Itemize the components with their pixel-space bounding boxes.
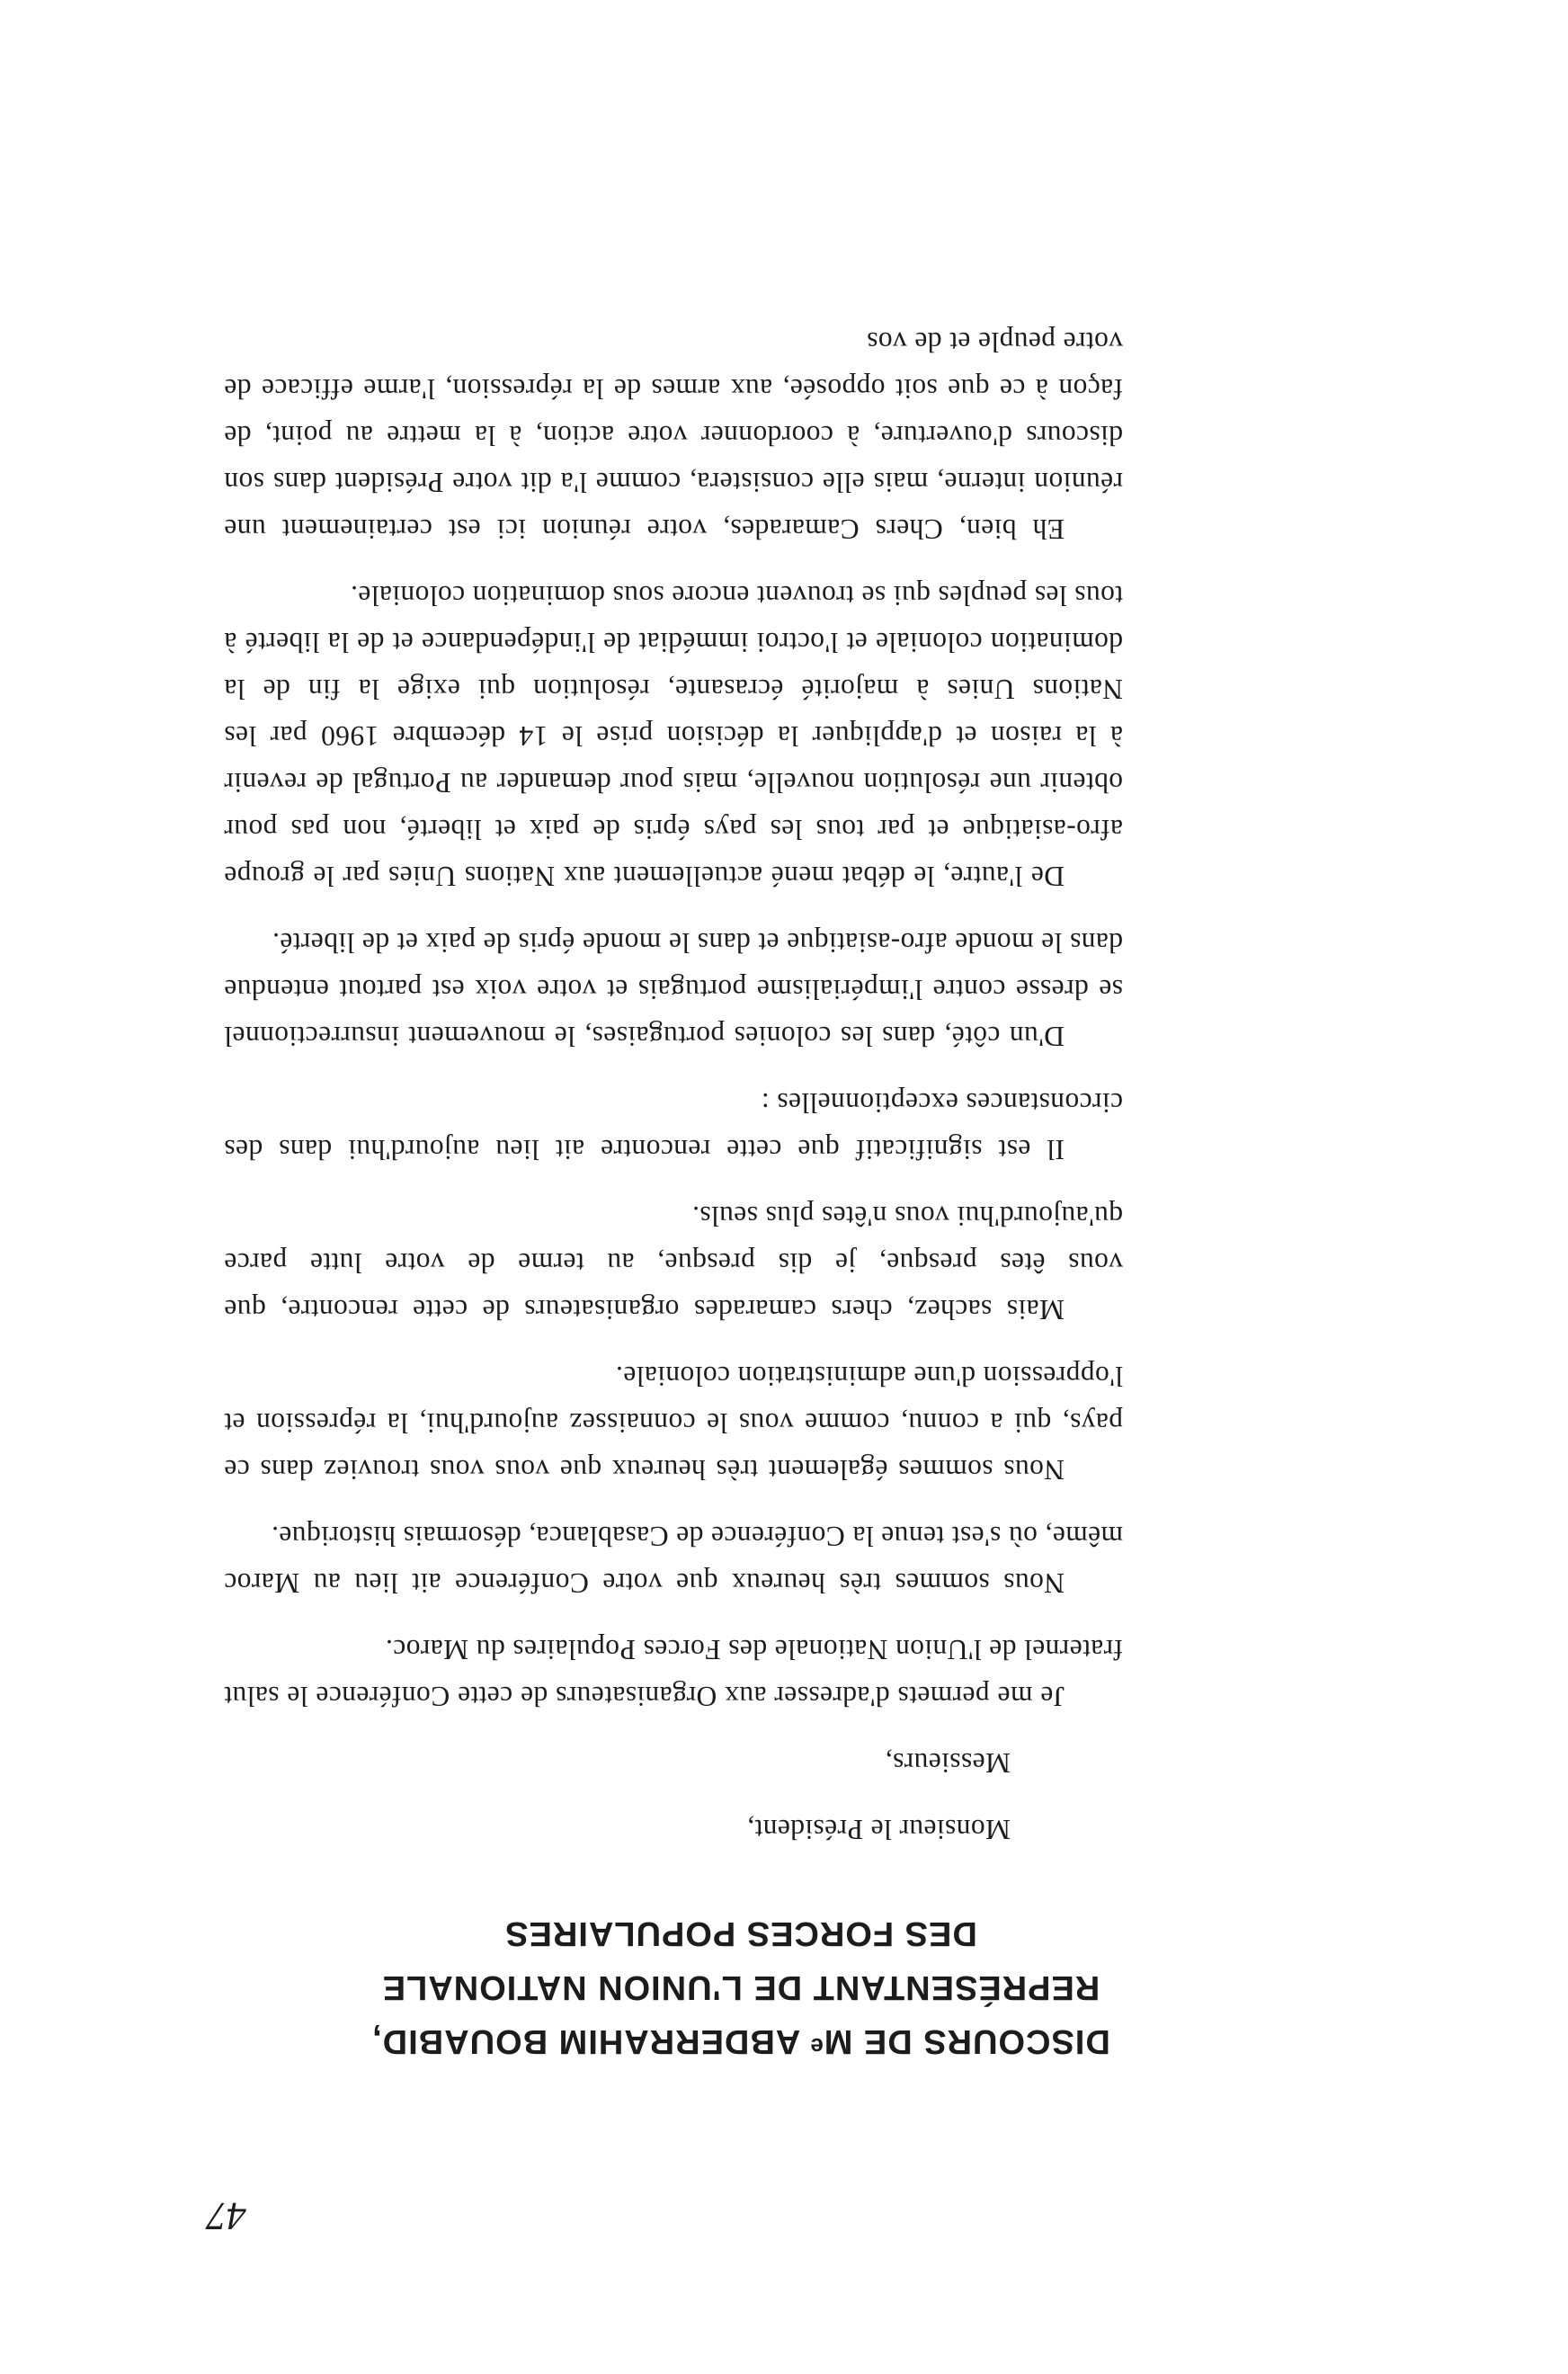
- paragraph: Mais sachez, chers camarades organisateurs de cette rencontre, que vous êtes presque, je dis presque, au terme de votre lutte parce qu'aujourd'hui vous n'êtes plus seuls.: [224, 1200, 1123, 1325]
- paragraph: Il est significatif que cette rencontre ait lieu aujourd'hui dans des circonstances exceptionnelles :: [224, 1087, 1123, 1165]
- salutation-president: Monsieur le Président,: [746, 1814, 1011, 1845]
- paragraph: D'un côté, dans les colonies portugaises, le mouvement insurrectionnel se dresse contre l'impérialisme portugais et votre voix est partout entendue dans le monde afro-asiatique et dans le monde épris de paix et de liberté.: [224, 927, 1123, 1052]
- speech-body: [224, 299, 1123, 1852]
- paragraph: Eh bien, Chers Camarades, votre réunion ici est certainement une réunion interne, mais elle consistera, comme l'a dit votre Président dans son discours d'ouverture, à coordonner votre action, à la mettre au point, de façon à ce que soit opposée, aux armes de la répression, l'arme efficace de votre peuple et de vos: [224, 326, 1123, 545]
- paragraph: Nous sommes également très heureux que vous vous trouviez dans ce pays, qui a connu, comme vous le connaissez aujourd'hui, la répression et l'oppression d'une administration coloniale.: [224, 1361, 1123, 1486]
- page-number: 47: [207, 2194, 246, 2238]
- paragraph: Je me permets d'adresser aux Organisateurs de cette Conférence le salut fraternel de l'Union Nationale des Forces Populaires du Maroc.: [224, 1634, 1123, 1712]
- paragraph: De l'autre, le débat mené actuellement aux Nations Unies par le groupe afro-asiatique et par tous les pays épris de paix et liberté, non pas pour obtenir une résolution nouvelle, mais pour demander au Portugal de revenir à la raison et d'appliquer la décision prise le 14 décembre 1960 par les Nations Unies à majorité écrasante, résolution qui exige la fin de la domination coloniale et l'octroi immédiat de l'indépendance et de la liberté à tous les peuples qui se trouvent encore sous domination coloniale.: [224, 580, 1123, 892]
- title-line-1: DISCOURS DE Mᵉ ABDERRAHIM BOUABID,: [371, 2022, 1110, 2060]
- paragraph: Nous sommes très heureux que votre Conférence ait lieu au Maroc même, où s'est tenue la Conférence de Casablanca, désormais historique.: [224, 1521, 1123, 1599]
- speech-title: [309, 1906, 1172, 2068]
- title-line-3: DES FORCES POPULAIRES: [504, 1914, 977, 1952]
- title-line-2: REPRÉSENTANT DE L'UNION NATIONALE: [381, 1968, 1100, 2006]
- salutation-messieurs: Messieurs,: [885, 1747, 1011, 1779]
